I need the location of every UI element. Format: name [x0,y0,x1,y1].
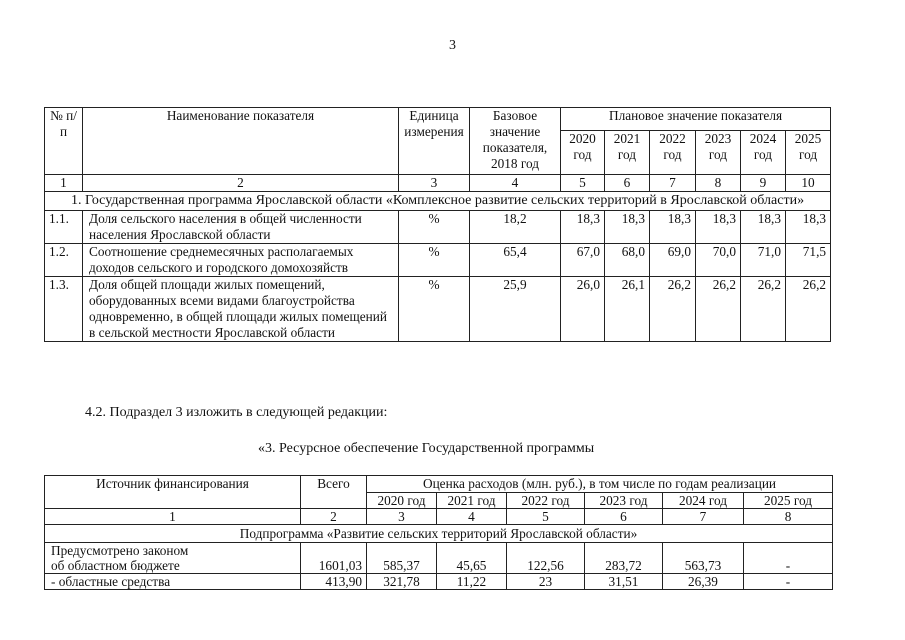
row-unit: % [399,277,470,342]
row-value: 563,73 [663,543,744,574]
header-year: 2024 год [663,492,744,509]
header-year: 2022 год [507,492,585,509]
row-value: 70,0 [696,244,741,277]
row-value: 18,3 [605,211,650,244]
row-value: 69,0 [650,244,696,277]
header-year: 2021 год [605,130,650,174]
row-value: 26,39 [663,574,744,590]
row-value: 71,5 [786,244,831,277]
row-source-label: Предусмотрено законом об областном бюджете [51,543,189,573]
header-num: № п/п [45,108,83,175]
row-value: - [744,574,833,590]
resources-table [44,475,833,590]
page-number: 3 [449,38,456,53]
row-unit: % [399,244,470,277]
indicators-table [44,107,831,342]
row-value: 23 [507,574,585,590]
col-number: 3 [399,175,470,192]
row-value: 26,2 [696,277,741,342]
row-value: 67,0 [561,244,605,277]
row-value: 45,65 [437,543,507,574]
header-base: Базовое значение показателя, 2018 год [470,108,561,175]
header-year: 2025 год [744,492,833,509]
row-num: 1.1. [45,211,83,244]
row-value: 68,0 [605,244,650,277]
col-number: 5 [561,175,605,192]
header-year: 2021 год [437,492,507,509]
col-number: 1 [45,509,301,525]
section-title: Подпрограмма «Развитие сельских территорий Ярославской области» [45,525,833,543]
row-value: 18,3 [786,211,831,244]
col-number: 3 [367,509,437,525]
row-unit: % [399,211,470,244]
col-number: 4 [470,175,561,192]
col-number: 5 [507,509,585,525]
col-number: 1 [45,175,83,192]
header-year: 2023 год [696,130,741,174]
row-value: 585,37 [367,543,437,574]
row-value: 26,0 [561,277,605,342]
header-total: Всего [301,476,367,509]
section-title: 1. Государственная программа Ярославской области «Комплексное развитие сельских территорий в Ярославской области» [45,192,831,211]
col-number: 8 [696,175,741,192]
row-value: 26,1 [605,277,650,342]
row-value: 283,72 [585,543,663,574]
row-base: 25,9 [470,277,561,342]
row-total: 1601,03 [301,543,367,574]
row-value: - [744,543,833,574]
col-number: 4 [437,509,507,525]
row-base: 18,2 [470,211,561,244]
row-base: 65,4 [470,244,561,277]
row-value: 18,3 [741,211,786,244]
col-number: 9 [741,175,786,192]
row-value: 122,56 [507,543,585,574]
row-value: 26,2 [650,277,696,342]
row-value: 31,51 [585,574,663,590]
header-year: 2023 год [585,492,663,509]
header-plan: Плановое значение показателя [561,108,831,131]
header-year: 2025 год [786,130,831,174]
row-source [45,543,301,574]
paragraph-subsection: 4.2. Подраздел 3 изложить в следующей редакции: [85,405,388,420]
row-value: 18,3 [650,211,696,244]
row-value: 26,2 [741,277,786,342]
col-number: 6 [585,509,663,525]
header-year: 2020 год [561,130,605,174]
row-value: 71,0 [741,244,786,277]
row-name: Соотношение среднемесячных располагаемых доходов сельского и городского домохозяйств [83,244,399,277]
col-number: 6 [605,175,650,192]
header-source: Источник финансирования [45,476,301,509]
col-number: 7 [650,175,696,192]
header-year: 2022 год [650,130,696,174]
col-number: 2 [83,175,399,192]
header-name: Наименование показателя [83,108,399,175]
row-num: 1.3. [45,277,83,342]
col-number: 2 [301,509,367,525]
header-estimate: Оценка расходов (млн. руб.), в том числе по годам реализации [367,476,833,493]
header-year: 2020 год [367,492,437,509]
header-unit: Единица измерения [399,108,470,175]
paragraph-heading: «3. Ресурсное обеспечение Государственной программы [258,441,595,456]
row-total: 413,90 [301,574,367,590]
row-source: - областные средства [45,574,301,590]
row-value: 18,3 [696,211,741,244]
col-number: 8 [744,509,833,525]
row-value: 18,3 [561,211,605,244]
row-name: Доля сельского населения в общей численности населения Ярославской области [83,211,399,244]
row-value: 26,2 [786,277,831,342]
row-value: 11,22 [437,574,507,590]
row-value: 321,78 [367,574,437,590]
col-number: 7 [663,509,744,525]
col-number: 10 [786,175,831,192]
row-name: Доля общей площади жилых помещений, оборудованных всеми видами благоустройства одновременно, в общей площади жилых помещений в сельской местности Ярославской области [83,277,399,342]
row-num: 1.2. [45,244,83,277]
header-year: 2024 год [741,130,786,174]
